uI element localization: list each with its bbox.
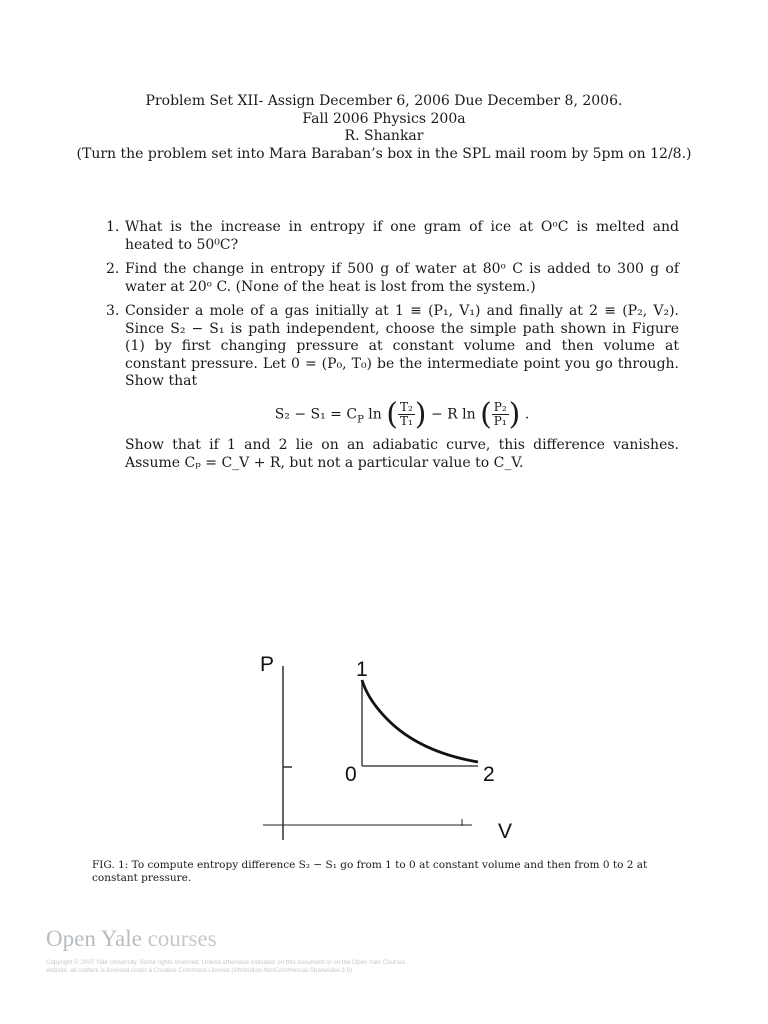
right-paren: ) xyxy=(414,396,427,432)
left-paren: ( xyxy=(386,396,398,432)
point-1-label: 1 xyxy=(356,658,368,681)
volume-axis-label: V xyxy=(498,820,513,843)
problem-number: 1. xyxy=(106,219,120,235)
copyright-notice: Copyright © 2007 Yale University. Some rights reserved. Unless otherwise indicated on this document or on the Open Yale Courses website, all content is licensed under a Creative Commons License (Attribution-NonCommercial-ShareAlike 3.0). xyxy=(46,959,406,974)
problem-item xyxy=(103,303,679,472)
entropy-equation xyxy=(125,396,679,432)
logo-primary-text: Open Yale xyxy=(46,926,142,951)
header-course: Fall 2006 Physics 200a xyxy=(302,110,466,127)
equation-lhs: S₂ − S₁ = C xyxy=(274,406,358,422)
equation-end: . xyxy=(520,406,530,422)
problem-text: Consider a mole of a gas initially at 1 ≡ (P₁, V₁) and finally at 2 ≡ (P₂, V₂). Since S₂ − S₁ is path independent, choose the simple path shown in Figure (1) by first changing pressure at constant volume and then volume at constant pressure. Let 0 = (P₀, T₀) be the intermediate point you go through. Show that xyxy=(125,303,679,389)
pressure-ratio xyxy=(492,401,509,428)
pressure-axis-label: P xyxy=(260,653,275,676)
equation-middle: − R ln xyxy=(430,406,476,422)
problem-text: Find the change in entropy if 500 g of water at 80ᵒ C is added to 300 g of water at 20ᵒ C. (None of the heat is lost from the system.) xyxy=(125,261,679,295)
left-paren: ( xyxy=(480,396,492,432)
problem-number: 2. xyxy=(106,261,120,277)
fraction-denominator: T₁ xyxy=(399,413,413,428)
fraction-denominator: P₁ xyxy=(493,413,507,428)
equation-lhs-subscript: P xyxy=(357,413,364,425)
problem-item xyxy=(103,261,679,296)
problem-followup: Show that if 1 and 2 lie on an adiabatic curve, this difference vanishes. Assume Cₚ = C_V + R, but not a particular value to C_V. xyxy=(125,437,679,471)
problem-text: What is the increase in entropy if one gram of ice at OᵒC is melted and heated to 50⁰C? xyxy=(125,219,679,253)
header-instructions: (Turn the problem set into Mara Baraban’s box in the SPL mail room by 5pm on 12/8.) xyxy=(76,145,692,162)
fraction-numerator: T₂ xyxy=(399,399,413,414)
figure-caption: FIG. 1: To compute entropy difference S₂ − S₁ go from 1 to 0 at constant volume and then from 0 to 2 at constant pressure. xyxy=(92,859,648,884)
temperature-ratio xyxy=(398,401,415,428)
point-2-label: 2 xyxy=(483,763,495,786)
logo-secondary-text: courses xyxy=(141,926,217,951)
fraction-numerator: P₂ xyxy=(493,399,507,414)
open-yale-courses-logo xyxy=(46,926,217,952)
header-author: R. Shankar xyxy=(344,128,424,144)
problem-list xyxy=(103,219,679,479)
point-0-label: 0 xyxy=(345,763,357,786)
problem-number: 3. xyxy=(106,303,120,319)
equation-ln: ln xyxy=(363,406,382,422)
adiabatic-curve xyxy=(362,680,478,762)
problem-set-header xyxy=(0,93,768,163)
header-title: Problem Set XII- Assign December 6, 2006 Due December 8, 2006. xyxy=(145,93,623,109)
problem-item xyxy=(103,219,679,254)
right-paren: ) xyxy=(508,396,521,432)
